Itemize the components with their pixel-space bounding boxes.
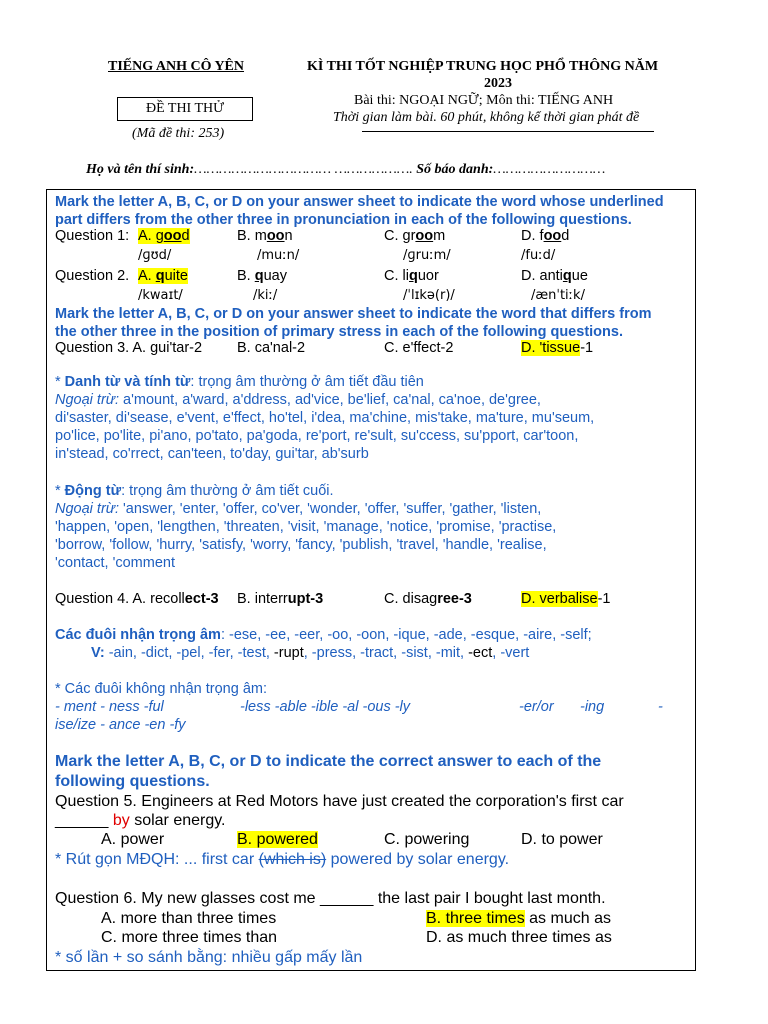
q1-label: Question 1: <box>55 228 130 244</box>
unstressed-3: -er/or <box>519 699 554 715</box>
candidate-line <box>86 162 605 178</box>
q2-option-c: C. liquor <box>384 268 439 284</box>
q5-stem-2: ______ by solar energy. <box>55 812 226 829</box>
unstressed-4: -ing <box>580 699 605 715</box>
mock-label: ĐỀ THI THỬ <box>145 101 224 116</box>
q2-ipa-d: /ænˈtiːk/ <box>531 288 585 303</box>
nouns-rule: * Danh từ và tính từ: trọng âm thường ở âm tiết đầu tiên <box>55 374 424 390</box>
unstressed-5: - <box>658 699 663 715</box>
section3-instruction-2: following questions. <box>55 773 210 790</box>
q1-ipa-c: /ɡruːm/ <box>403 248 451 263</box>
q6-option-b: B. three times as much as <box>426 910 611 927</box>
q2-label: Question 2. <box>55 268 130 284</box>
question-2 <box>55 268 129 284</box>
q4-option-d: D. verbalise-1 <box>521 591 611 607</box>
verbs-except-2: 'happen, 'open, 'lengthen, 'threaten, 'visit, 'manage, 'notice, 'promise, 'practise, <box>55 519 557 535</box>
q3-option-d: D. 'tissue-1 <box>521 340 594 356</box>
verbs-except-4: 'contact, 'comment <box>55 555 175 571</box>
q1-option-c: C. groom <box>384 228 446 244</box>
title-underline <box>362 131 654 132</box>
section1-instruction-1: Mark the letter A, B, C, or D on your answer sheet to indicate the word whose underlined <box>55 194 664 210</box>
q1-option-d: D. food <box>521 228 570 244</box>
q2-option-b: B. quay <box>237 268 287 284</box>
sbd-label: Số báo danh: <box>416 162 494 177</box>
q3-option-a: Question 3. A. gui'tar-2 <box>55 340 203 356</box>
section2-instruction-1: Mark the letter A, B, C, or D on your answer sheet to indicate the word that differs from <box>55 306 652 322</box>
q6-option-a: A. more than three times <box>101 910 277 927</box>
q4-option-a: Question 4. A. recollect-3 <box>55 591 219 607</box>
nouns-except-2: di'saster, di'sease, e'vent, e'ffect, ho'tel, i'dea, ma'chine, mis'take, ma'ture, mu'seum, <box>55 410 595 426</box>
stressed-suffixes: Các đuôi nhận trọng âm: -ese, -ee, -eer, -oo, -oon, -ique, -ade, -esque, -aire, -self; <box>55 627 592 643</box>
mock-label-box <box>117 97 253 121</box>
q2-ipa-c: /ˈlɪkə(r)/ <box>403 288 455 303</box>
nouns-except-3: po'lice, po'lite, pi'ano, po'tato, pa'goda, re'port, re'sult, su'ccess, su'pport, car'toon, <box>55 428 579 444</box>
candidate-name-dots: …………………………… ………………. <box>194 162 413 177</box>
exam-title: KÌ THI TỐT NGHIỆP TRUNG HỌC PHỔ THÔNG NĂM <box>307 59 659 74</box>
q1-option-a: A. good <box>138 228 190 244</box>
nouns-except-1: Ngoại trừ: a'mount, a'ward, a'ddress, ad'vice, be'lief, ca'nal, ca'noe, de'gree, <box>55 392 541 408</box>
q6-note: * số lần + so sánh bằng: nhiều gấp mấy lần <box>55 949 363 966</box>
q1-ipa-a: /ɡʊd/ <box>138 248 172 263</box>
q2-option-d: D. antique <box>521 268 588 284</box>
sbd-dots: ……………………… <box>493 162 606 177</box>
unstressed-title: * Các đuôi không nhận trọng âm: <box>55 681 267 697</box>
q5-option-c: C. powering <box>384 831 470 848</box>
q5-option-a: A. power <box>101 831 165 848</box>
q6-option-d: D. as much three times as <box>426 929 612 946</box>
q3-option-b: B. ca'nal-2 <box>237 340 306 356</box>
q5-stem-1: Question 5. Engineers at Red Motors have just created the corporation's first car <box>55 793 624 810</box>
q1-ipa-d: /fuːd/ <box>521 248 556 263</box>
unstressed-2: -less -able -ible -al -ous -ly <box>240 699 411 715</box>
verbs-except-3: 'borrow, 'follow, 'hurry, 'satisfy, 'worry, 'fancy, 'publish, 'travel, 'handle, 'realise, <box>55 537 547 553</box>
exam-duration: Thời gian làm bài. 60 phút, không kể thời gian phát đề <box>333 110 640 125</box>
exam-code: (Mã đề thi: 253) <box>132 126 225 141</box>
q2-ipa-b: /kiː/ <box>253 288 278 303</box>
q5-note: * Rút gọn MĐQH: ... first car (which is) powered by solar energy. <box>55 851 510 868</box>
unstressed-1: - ment - ness -ful <box>55 699 164 715</box>
exam-subject: Bài thi: NGOẠI NGỮ; Môn thi: TIẾNG ANH <box>354 93 614 108</box>
school-name: TIẾNG ANH CÔ YÊN <box>108 59 245 74</box>
verbs-except-1: Ngoại trừ: 'answer, 'enter, 'offer, co'ver, 'wonder, 'offer, 'suffer, 'gather, 'listen, <box>55 501 542 517</box>
q1-option-b: B. moon <box>237 228 293 244</box>
section2-instruction-2: the other three in the position of primary stress in each of the following questions. <box>55 324 623 340</box>
q2-option-a: A. quite <box>138 268 188 284</box>
q2-ipa-a: /kwaɪt/ <box>138 288 183 303</box>
section3-instruction-1: Mark the letter A, B, C, or D to indicate the correct answer to each of the <box>55 753 602 770</box>
section1-instruction-2: part differs from the other three in pronunciation in each of the following questions. <box>55 212 632 228</box>
q5-option-b: B. powered <box>237 831 318 848</box>
nouns-except-4: in'stead, co'rrect, can'teen, to'day, gui'tar, ab'surb <box>55 446 369 462</box>
unstressed-6: ise/ize - ance -en -fy <box>55 717 186 733</box>
candidate-name-label: Họ và tên thí sinh: <box>86 162 195 177</box>
q6-stem: Question 6. My new glasses cost me ______ the last pair I bought last month. <box>55 890 606 907</box>
verbs-rule: * Động từ: trọng âm thường ở âm tiết cuối. <box>55 483 334 499</box>
question-1 <box>55 228 129 244</box>
exam-year: 2023 <box>484 76 512 91</box>
q3-option-c: C. e'ffect-2 <box>384 340 454 356</box>
q4-option-c: C. disagree-3 <box>384 591 472 607</box>
q5-option-d: D. to power <box>521 831 603 848</box>
q4-option-b: B. interrupt-3 <box>237 591 324 607</box>
q6-option-c: C. more three times than <box>101 929 278 946</box>
q1-ipa-b: /muːn/ <box>257 248 300 263</box>
verb-stressed-suffixes: V: -ain, -dict, -pel, -fer, -test, -rupt, -press, -tract, -sist, -mit, -ect, -vert <box>91 645 530 661</box>
